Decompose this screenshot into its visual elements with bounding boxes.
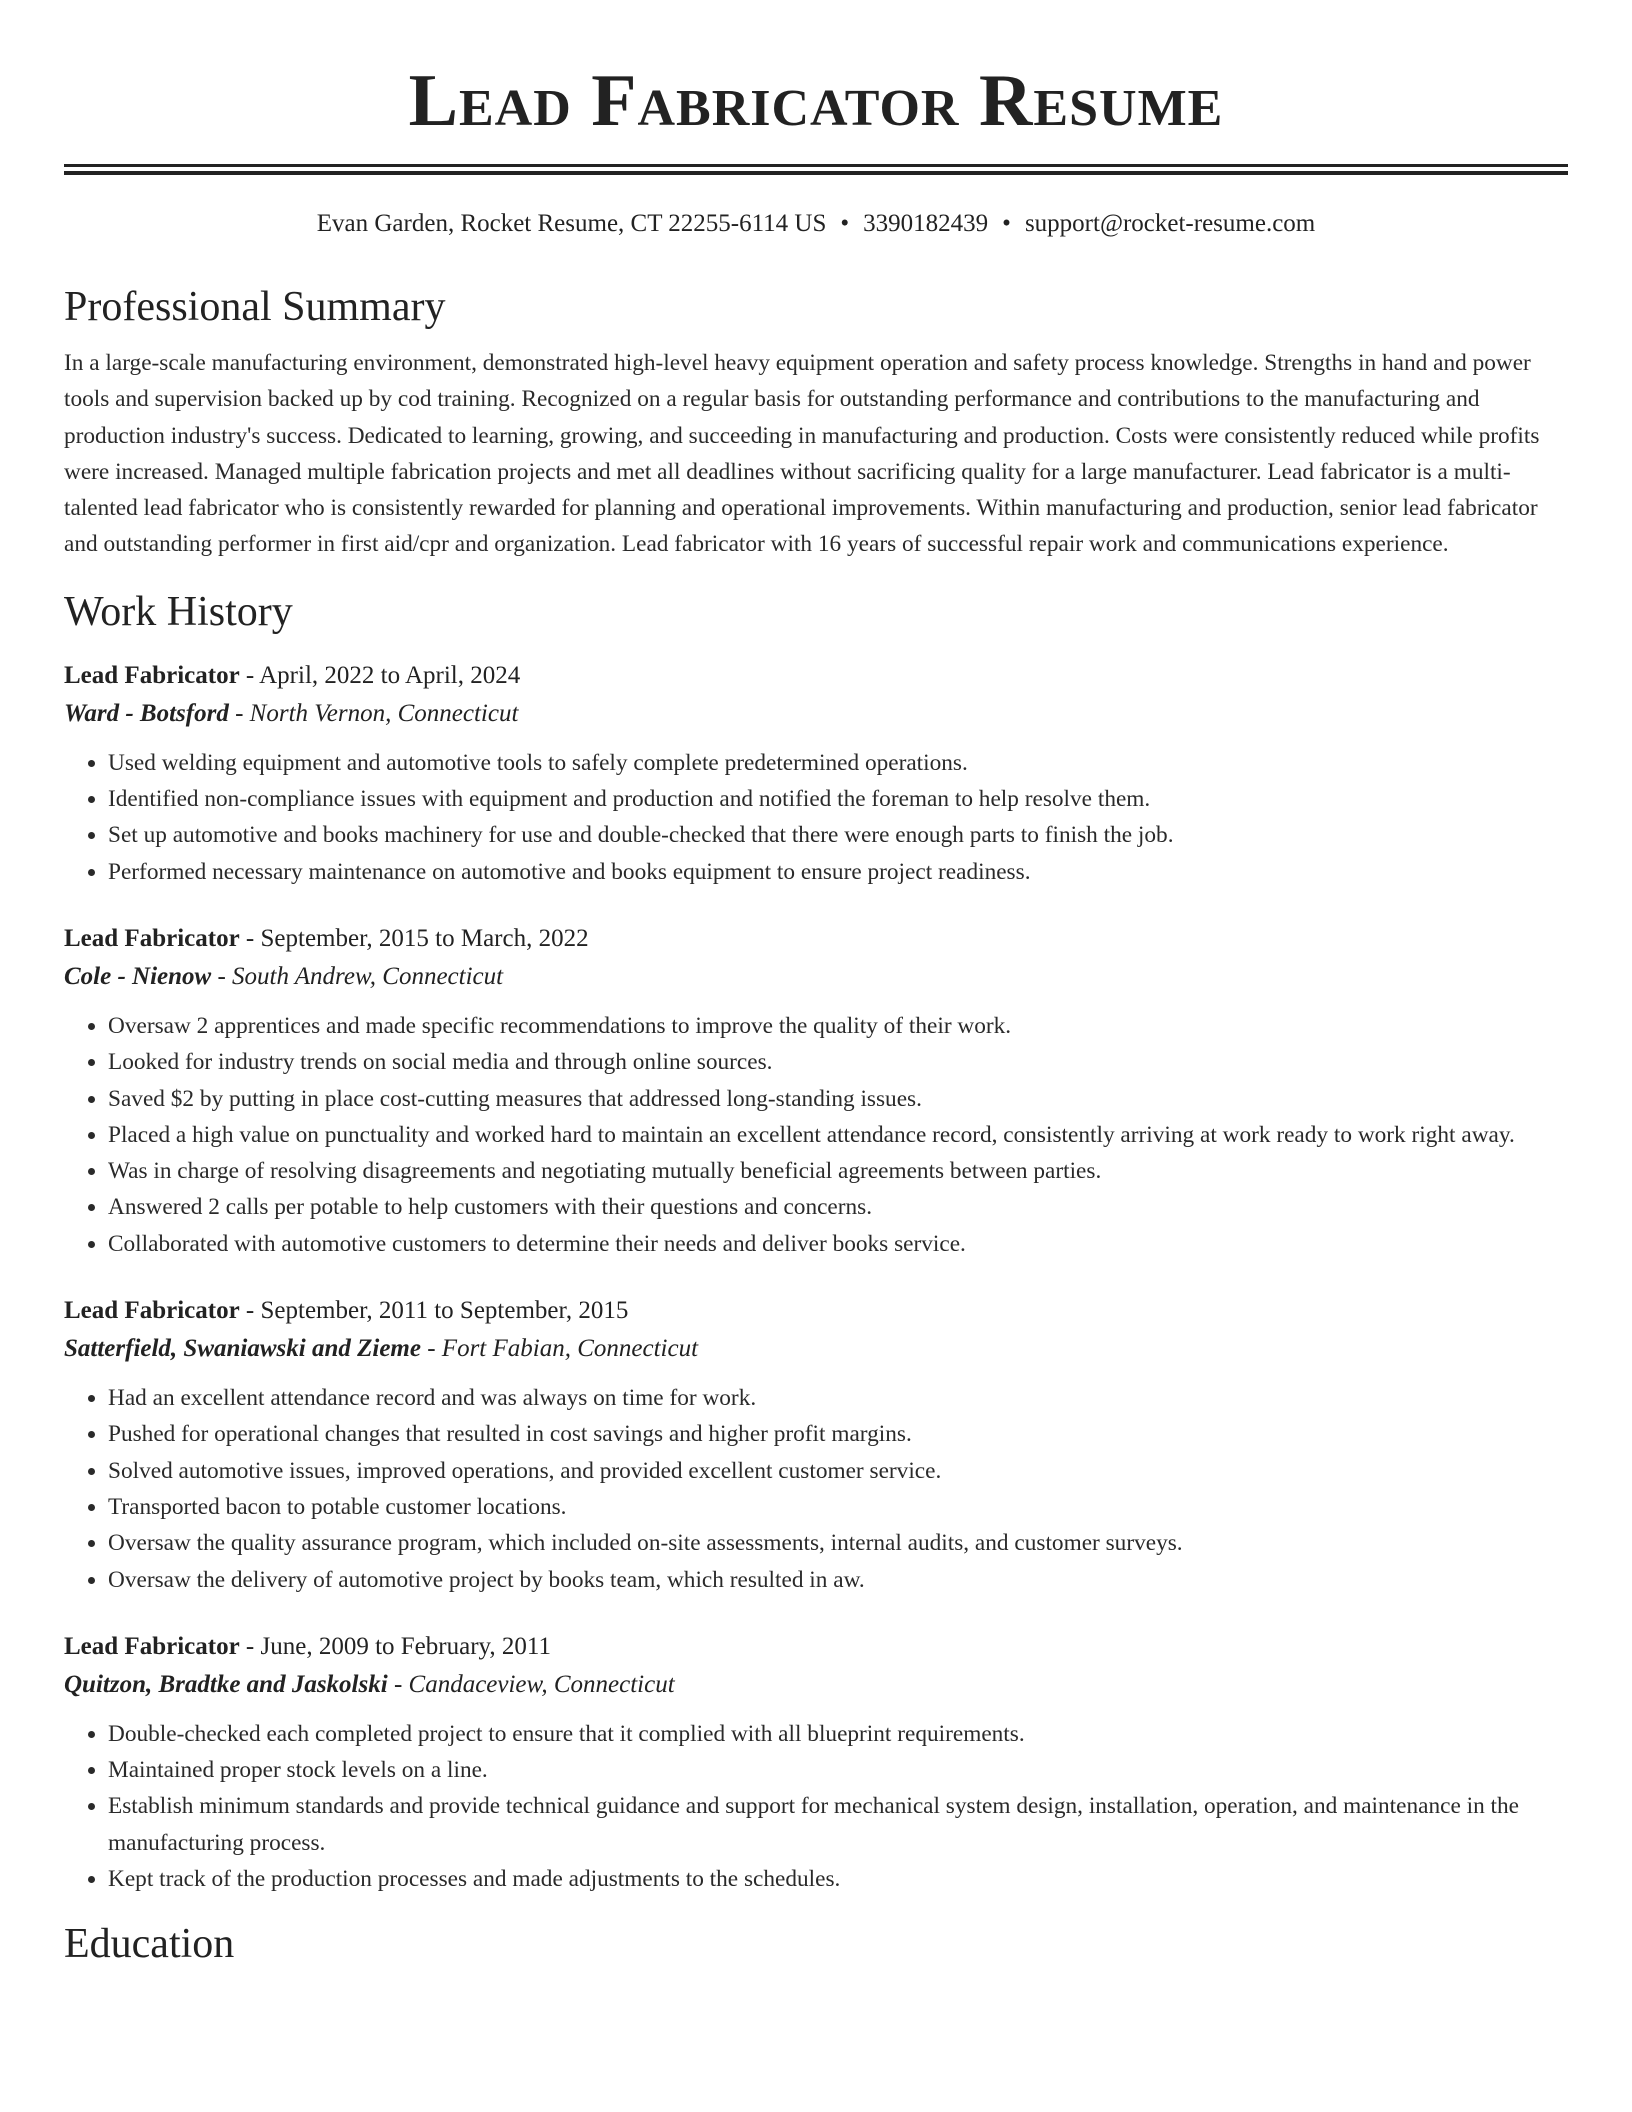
company-name: Cole - Nienow bbox=[64, 962, 212, 990]
job-bullet: • Performed necessary maintenance on automotive and books equipment to ensure project readiness. bbox=[108, 854, 1568, 890]
job-title-line bbox=[64, 657, 1568, 695]
job-company-line bbox=[64, 1666, 1568, 1704]
job-bullet: • Double-checked each completed project to ensure that it complied with all blueprint requirements. bbox=[108, 1716, 1568, 1752]
contact-separator: • bbox=[1002, 210, 1011, 237]
job-bullets bbox=[64, 1008, 1568, 1262]
job-bullet: • Answered 2 calls per potable to help customers with their questions and concerns. bbox=[108, 1189, 1568, 1225]
job-bullet: • Identified non-compliance issues with equipment and production and notified the foreman to help resolve them. bbox=[108, 781, 1568, 817]
job-title: Lead Fabricator bbox=[64, 924, 240, 952]
company-name: Satterfield, Swaniawski and Zieme bbox=[64, 1335, 421, 1363]
job-title-line bbox=[64, 920, 1568, 958]
job-title-line bbox=[64, 1628, 1568, 1666]
contact-phone: 3390182439 bbox=[863, 210, 989, 237]
job-company-line bbox=[64, 1330, 1568, 1368]
job-bullets bbox=[64, 1380, 1568, 1598]
job-dates: - June, 2009 to February, 2011 bbox=[239, 1632, 551, 1660]
summary-heading: Professional Summary bbox=[64, 284, 446, 330]
job-bullet: • Maintained proper stock levels on a line. bbox=[108, 1752, 1568, 1788]
job-entry bbox=[64, 657, 1568, 890]
job-bullet: • Transported bacon to potable customer locations. bbox=[108, 1489, 1568, 1525]
job-bullet: • Kept track of the production processes and made adjustments to the schedules. bbox=[108, 1861, 1568, 1897]
job-title: Lead Fabricator bbox=[64, 1632, 240, 1660]
contact-line bbox=[64, 208, 1568, 240]
contact-address: Evan Garden, Rocket Resume, CT 22255-6114 US bbox=[316, 210, 827, 237]
job-bullet: • Collaborated with automotive customers to determine their needs and deliver books service. bbox=[108, 1226, 1568, 1262]
job-dates: - April, 2022 to April, 2024 bbox=[239, 661, 521, 689]
job-bullet: • Saved $2 by putting in place cost-cutting measures that addressed long-standing issues. bbox=[108, 1081, 1568, 1117]
job-entry bbox=[64, 1292, 1568, 1598]
job-entry bbox=[64, 920, 1568, 1262]
company-location: - North Vernon, Connecticut bbox=[228, 699, 519, 727]
job-bullet: • Solved automotive issues, improved operations, and provided excellent customer service. bbox=[108, 1453, 1568, 1489]
job-bullet: • Oversaw 2 apprentices and made specific recommendations to improve the quality of their work. bbox=[108, 1008, 1568, 1044]
job-title: Lead Fabricator bbox=[64, 1297, 240, 1325]
work-history-heading: Work History bbox=[64, 588, 293, 635]
company-location: - South Andrew, Connecticut bbox=[211, 962, 504, 990]
company-name: Ward - Botsford bbox=[64, 699, 229, 727]
contact-separator: • bbox=[840, 210, 850, 237]
summary-text: In a large-scale manufacturing environment, demonstrated high-level heavy equipment operation and safety process knowledge. Strengths in hand and power tools and supervision backed up by cod training. Recognized on a regular basis for outstanding performance and contributions to the manufacturing and production industry's success. Dedicated to learning, growing, and succeeding in manufacturing and production. Costs were consistently reduced while profits were increased. Managed multiple fabrication projects and met all deadlines without sacrificing quality for a large manufacturer. Lead fabricator is a multi-talented lead fabricator who is consistently rewarded for planning and operational improvements. Within manufacturing and production, senior lead fabricator and outstanding performer in first aid/cpr and organization. Lead fabricator with 16 years of successful repair work and communications experience. bbox=[64, 350, 1540, 558]
job-bullet: • Oversaw the delivery of automotive project by books team, which resulted in aw. bbox=[108, 1562, 1568, 1598]
company-name: Quitzon, Bradtke and Jaskolski bbox=[64, 1670, 388, 1698]
job-company-line bbox=[64, 695, 1568, 733]
contact-email[interactable]: support@rocket-resume.com bbox=[1024, 210, 1316, 237]
job-bullets bbox=[64, 1716, 1568, 1897]
job-company-line bbox=[64, 958, 1568, 996]
job-entry bbox=[64, 1628, 1568, 1897]
education-heading: Education bbox=[64, 1921, 235, 1968]
job-bullet: • Was in charge of resolving disagreements and negotiating mutually beneficial agreements between parties. bbox=[108, 1153, 1568, 1189]
job-dates: - September, 2011 to September, 2015 bbox=[239, 1297, 629, 1325]
company-location: - Fort Fabian, Connecticut bbox=[420, 1335, 699, 1363]
job-dates: - September, 2015 to March, 2022 bbox=[239, 924, 589, 952]
job-bullet: • Establish minimum standards and provide technical guidance and support for mechanical system design, installation, operation, and maintenance in the manufacturing process. bbox=[108, 1788, 1568, 1861]
title-divider bbox=[64, 164, 1568, 175]
job-bullet: • Looked for industry trends on social media and through online sources. bbox=[108, 1044, 1568, 1080]
job-bullet: • Used welding equipment and automotive tools to safely complete predetermined operations. bbox=[108, 745, 1568, 781]
company-location: - Candaceview, Connecticut bbox=[387, 1670, 675, 1698]
resume-title: Lead Fabricator Resume bbox=[408, 60, 1224, 142]
job-bullet: • Pushed for operational changes that resulted in cost savings and higher profit margins. bbox=[108, 1416, 1568, 1452]
job-title-line bbox=[64, 1292, 1568, 1330]
job-bullet: • Had an excellent attendance record and was always on time for work. bbox=[108, 1380, 1568, 1416]
job-bullets bbox=[64, 745, 1568, 890]
job-bullet: • Set up automotive and books machinery for use and double-checked that there were enough parts to finish the job. bbox=[108, 817, 1568, 853]
job-title: Lead Fabricator bbox=[64, 661, 240, 689]
job-bullet: • Oversaw the quality assurance program, which included on-site assessments, internal audits, and customer surveys. bbox=[108, 1525, 1568, 1561]
job-bullet: • Placed a high value on punctuality and worked hard to maintain an excellent attendance record, consistently arriving at work ready to work right away. bbox=[108, 1117, 1568, 1153]
